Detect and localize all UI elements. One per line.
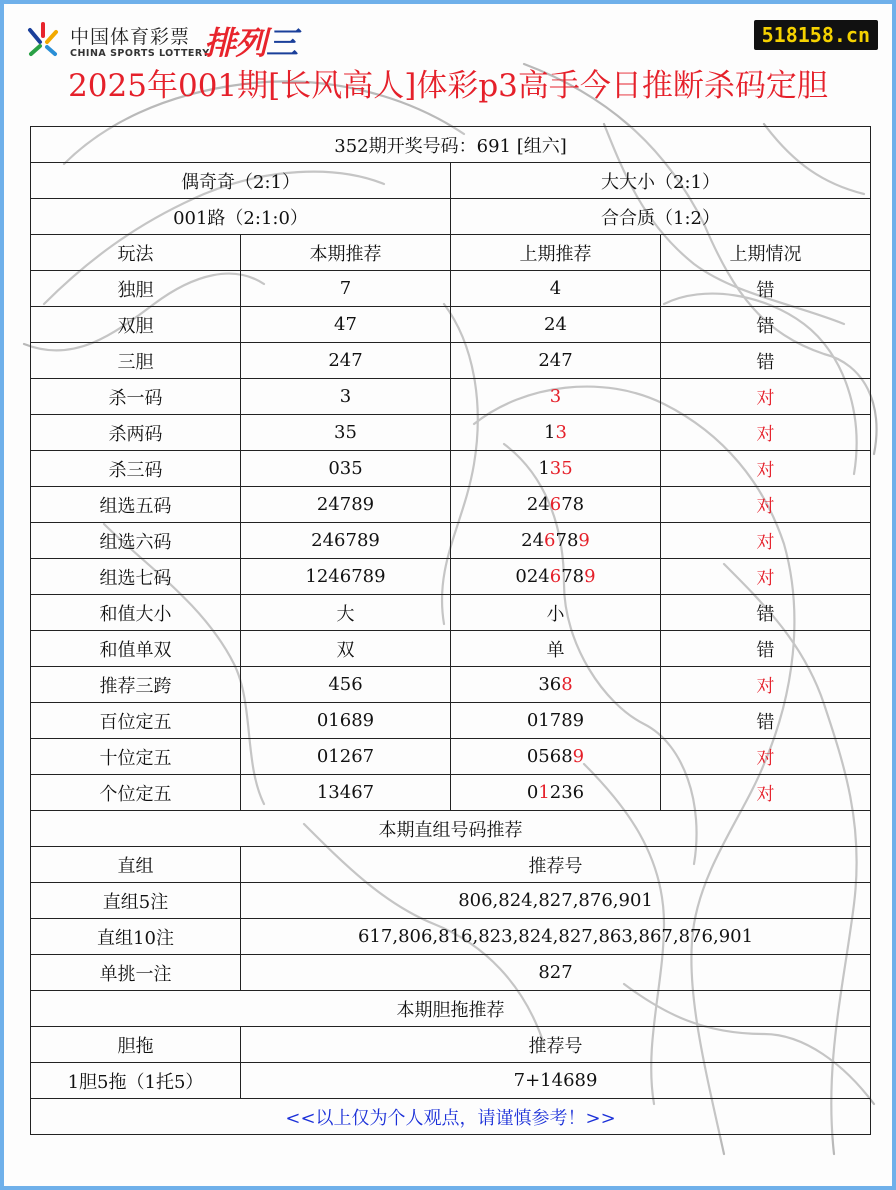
- previous-pick-cell: [451, 631, 661, 667]
- miss-digits: 1: [538, 458, 550, 479]
- current-pick-cell: 35: [241, 415, 451, 451]
- hit-digits: 6: [544, 530, 556, 551]
- miss-digits: 78: [561, 566, 585, 587]
- direct-label-cell: 直组5注: [31, 883, 241, 919]
- hit-digits: 9: [578, 530, 590, 551]
- miss-digits: 024: [515, 566, 550, 587]
- direct-label-cell: 单挑一注: [31, 955, 241, 991]
- hit-digits: 6: [549, 494, 562, 515]
- header-previous: 上期推荐: [451, 235, 661, 271]
- result-cell: 错: [661, 703, 871, 739]
- current-pick-cell: 1246789: [241, 559, 451, 595]
- current-pick-cell: 大: [241, 595, 451, 631]
- play-type-cell: 和值单双: [31, 631, 241, 667]
- miss-digits: 78: [555, 530, 579, 551]
- footer-note-row: [31, 1099, 871, 1135]
- table-row: [31, 703, 871, 739]
- current-pick-cell: 47: [241, 307, 451, 343]
- hit-digits: 9: [572, 746, 585, 767]
- result-cell: 对: [661, 667, 871, 703]
- current-pick-cell: 01267: [241, 739, 451, 775]
- draw-result: 352期开奖号码：691 [组六]: [31, 127, 871, 163]
- miss-digits: 单: [546, 639, 565, 661]
- play-type-cell: 组选五码: [31, 487, 241, 523]
- result-cell: 对: [661, 451, 871, 487]
- table-row: [31, 307, 871, 343]
- play-type-cell: 个位定五: [31, 775, 241, 811]
- miss-digits: 小: [546, 603, 565, 625]
- odd-even-pattern: 偶奇奇（2:1）: [31, 163, 451, 199]
- miss-digits: 247: [538, 350, 573, 371]
- previous-pick-cell: [451, 595, 661, 631]
- current-pick-cell: 7: [241, 271, 451, 307]
- play-type-cell: 和值大小: [31, 595, 241, 631]
- table-row: [31, 523, 871, 559]
- miss-digits: 24: [544, 314, 567, 335]
- site-badge[interactable]: 518158.cn: [754, 20, 878, 50]
- play-type-cell: 杀三码: [31, 451, 241, 487]
- play-type-cell: 独胆: [31, 271, 241, 307]
- miss-digits: 78: [561, 494, 585, 515]
- play-type-cell: 组选七码: [31, 559, 241, 595]
- miss-digits: 24: [526, 494, 550, 515]
- direct-row: [31, 919, 871, 955]
- dantuo-header-label: 胆拖: [31, 1027, 241, 1063]
- result-cell: 错: [661, 343, 871, 379]
- miss-digits: 36: [538, 674, 562, 695]
- direct-header-label: 直组: [31, 847, 241, 883]
- result-cell: 对: [661, 487, 871, 523]
- logo-chinese-text: 中国体育彩票: [70, 26, 191, 48]
- previous-pick-cell: [451, 451, 661, 487]
- current-pick-cell: 456: [241, 667, 451, 703]
- play-type-cell: 杀两码: [31, 415, 241, 451]
- footer-note: <<以上仅为个人观点，请谨慎参考！>>: [31, 1099, 871, 1135]
- dantuo-header-row: [31, 1027, 871, 1063]
- result-cell: 对: [661, 775, 871, 811]
- previous-pick-cell: [451, 523, 661, 559]
- hit-digits: 3: [549, 386, 562, 407]
- draw-result-row: [31, 127, 871, 163]
- direct-section-row: [31, 811, 871, 847]
- dantuo-row: [31, 1063, 871, 1099]
- result-cell: 错: [661, 307, 871, 343]
- direct-header-row: [31, 847, 871, 883]
- miss-digits: 1: [544, 422, 556, 443]
- previous-pick-cell: [451, 271, 661, 307]
- header-result: 上期情况: [661, 235, 871, 271]
- current-pick-cell: 035: [241, 451, 451, 487]
- table-row: [31, 775, 871, 811]
- play-type-cell: 双胆: [31, 307, 241, 343]
- play-type-cell: 杀一码: [31, 379, 241, 415]
- direct-row: [31, 955, 871, 991]
- table-row: [31, 271, 871, 307]
- current-pick-cell: 246789: [241, 523, 451, 559]
- play-type-cell: 推荐三跨: [31, 667, 241, 703]
- direct-value-cell: 806,824,827,876,901: [241, 883, 871, 919]
- table-header-row: [31, 235, 871, 271]
- direct-row: [31, 883, 871, 919]
- current-pick-cell: 01689: [241, 703, 451, 739]
- miss-digits: 0568: [526, 746, 573, 767]
- miss-digits: 0: [526, 782, 539, 803]
- play-type-cell: 百位定五: [31, 703, 241, 739]
- size-pattern: 大大小（2:1）: [451, 163, 871, 199]
- hit-digits: 1: [538, 782, 550, 803]
- result-cell: 对: [661, 379, 871, 415]
- result-cell: 对: [661, 559, 871, 595]
- lottery-star-icon: [22, 20, 64, 62]
- miss-digits: 4: [549, 278, 562, 299]
- current-pick-cell: 13467: [241, 775, 451, 811]
- current-pick-cell: 双: [241, 631, 451, 667]
- previous-pick-cell: [451, 559, 661, 595]
- hit-digits: 3: [555, 422, 567, 443]
- direct-label-cell: 直组10注: [31, 919, 241, 955]
- direct-value-cell: 617,806,816,823,824,827,863,867,876,901: [241, 919, 871, 955]
- previous-pick-cell: [451, 415, 661, 451]
- table-row: [31, 667, 871, 703]
- dantuo-section-title: 本期胆拖推荐: [31, 991, 871, 1027]
- hit-digits: 6: [549, 566, 562, 587]
- play-type-cell: 组选六码: [31, 523, 241, 559]
- previous-pick-cell: [451, 379, 661, 415]
- previous-pick-cell: [451, 487, 661, 523]
- header-play: 玩法: [31, 235, 241, 271]
- direct-section-title: 本期直组号码推荐: [31, 811, 871, 847]
- logo-english-text: CHINA SPORTS LOTTERY: [70, 48, 210, 59]
- result-cell: 错: [661, 595, 871, 631]
- table-row: [31, 487, 871, 523]
- play-type-cell: 三胆: [31, 343, 241, 379]
- pattern-row-1: [31, 163, 871, 199]
- current-pick-cell: 3: [241, 379, 451, 415]
- play-type-cell: 十位定五: [31, 739, 241, 775]
- hit-digits: 35: [549, 458, 573, 479]
- table-row: [31, 451, 871, 487]
- table-row: [31, 343, 871, 379]
- previous-pick-cell: [451, 667, 661, 703]
- previous-pick-cell: [451, 307, 661, 343]
- table-row: [31, 595, 871, 631]
- miss-digits: 236: [549, 782, 585, 803]
- previous-pick-cell: [451, 775, 661, 811]
- result-cell: 错: [661, 631, 871, 667]
- miss-digits: 01789: [526, 710, 585, 731]
- result-cell: 对: [661, 523, 871, 559]
- result-cell: 对: [661, 415, 871, 451]
- dantuo-value-cell: 7+14689: [241, 1063, 871, 1099]
- prediction-table-body: [31, 127, 871, 1135]
- direct-value-cell: 827: [241, 955, 871, 991]
- table-row: [31, 739, 871, 775]
- dantuo-label-cell: 1胆5拖（1托5）: [31, 1063, 241, 1099]
- table-row: [31, 379, 871, 415]
- dantuo-header-value: 推荐号: [241, 1027, 871, 1063]
- hit-digits: 9: [584, 566, 596, 587]
- current-pick-cell: 24789: [241, 487, 451, 523]
- hit-digits: 8: [561, 674, 573, 695]
- previous-pick-cell: [451, 703, 661, 739]
- previous-pick-cell: [451, 343, 661, 379]
- result-cell: 错: [661, 271, 871, 307]
- header-current: 本期推荐: [241, 235, 451, 271]
- current-pick-cell: 247: [241, 343, 451, 379]
- table-row: [31, 631, 871, 667]
- dantuo-section-row: [31, 991, 871, 1027]
- prediction-table: [30, 126, 871, 1135]
- table-row: [31, 415, 871, 451]
- direct-header-value: 推荐号: [241, 847, 871, 883]
- result-cell: 对: [661, 739, 871, 775]
- route-pattern: 001路（2:1:0）: [31, 199, 451, 235]
- logo-game-name: 排列三: [204, 24, 298, 62]
- pattern-row-2: [31, 199, 871, 235]
- table-row: [31, 559, 871, 595]
- page-title: 2025年001期[长风高人]体彩p3高手今日推断杀码定胆: [68, 68, 828, 104]
- miss-digits: 24: [521, 530, 545, 551]
- lottery-logo: [22, 18, 332, 64]
- prime-pattern: 合合质（1:2）: [451, 199, 871, 235]
- previous-pick-cell: [451, 739, 661, 775]
